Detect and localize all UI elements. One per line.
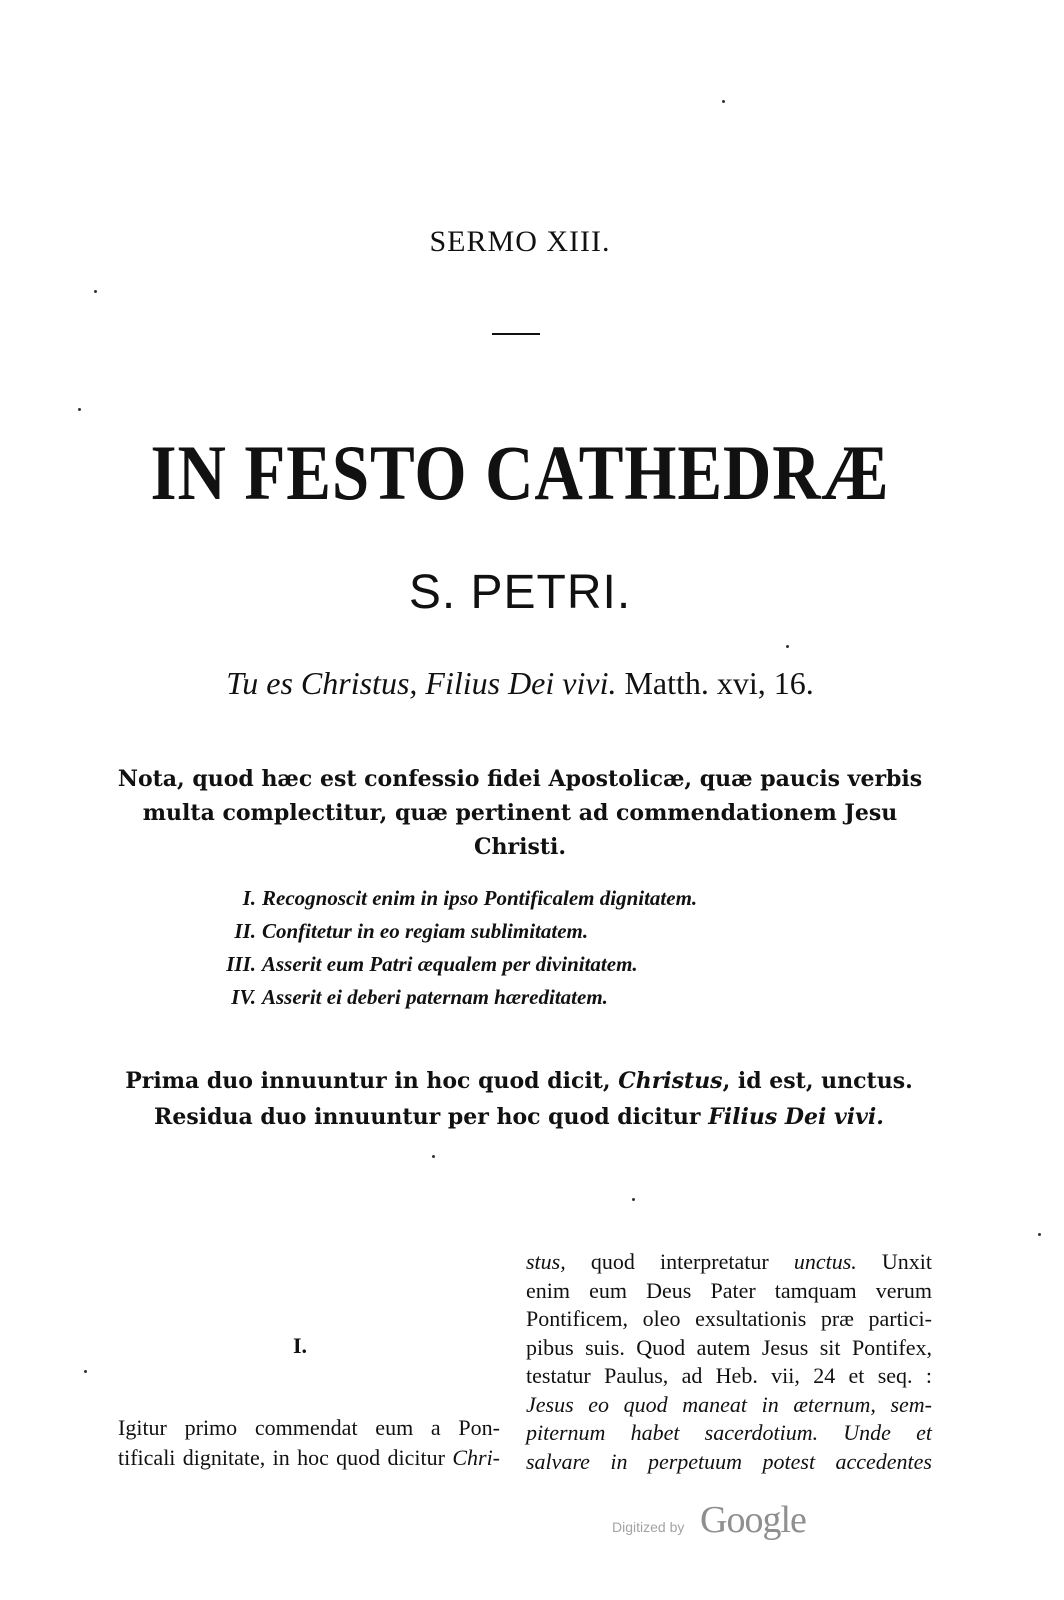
- division-text: Asserit ei deberi paternam hæreditatem.: [262, 985, 608, 1009]
- summary-text-part1: Prima duo innuuntur in hoc quod dicit,: [125, 1068, 611, 1094]
- scan-speck: [432, 1155, 435, 1158]
- sermon-number: SERMO XIII.: [429, 225, 611, 258]
- epigraph-reference: Matth. xvi, 16.: [624, 665, 814, 701]
- right-line-1-italic: stus,: [526, 1249, 566, 1274]
- left-line-2: [118, 1443, 500, 1473]
- right-line-1-text: quod interpretatur: [590, 1249, 769, 1274]
- scan-speck: [78, 408, 81, 411]
- division-summary: [100, 1063, 938, 1135]
- right-line-8: salvare in perpetuum potest accedentes: [526, 1448, 932, 1474]
- scan-speck: [94, 290, 97, 293]
- epigraph-quote: Tu es Christus, Filius Dei vivi.: [226, 665, 617, 701]
- right-line-2: enim eum Deus Pater tamquam verum: [526, 1277, 932, 1303]
- right-line-1-italic2: unctus.: [793, 1249, 857, 1274]
- division-numeral: II.: [234, 919, 256, 943]
- left-line-1: Igitur primo commendat eum a Pon-: [118, 1415, 500, 1440]
- division-text: Recognoscit enim in ipso Pontificalem dignitatem.: [262, 886, 698, 910]
- right-line-7: piternum habet sacerdotium. Unde et: [526, 1420, 932, 1445]
- right-line-5: testatur Paulus, ad Heb. vii, 24 et seq. :: [526, 1363, 932, 1388]
- title-divider-rule: [492, 333, 540, 335]
- division-item: [220, 882, 840, 915]
- division-item: [220, 948, 840, 981]
- left-line-2-italic: Chri-: [452, 1445, 501, 1470]
- right-line-3: Pontificem, oleo exsultationis præ partici-: [526, 1306, 932, 1331]
- right-line-4: pibus suis. Quod autem Jesus sit Pontifex,: [526, 1334, 932, 1360]
- division-list: [220, 882, 840, 1014]
- summary-filius: Filius Dei vivi.: [708, 1104, 884, 1130]
- right-column: [526, 1248, 932, 1476]
- division-numeral: I.: [242, 886, 256, 910]
- summary-christus: Christus: [618, 1068, 723, 1094]
- division-item: [220, 981, 840, 1014]
- division-numeral: III.: [226, 952, 256, 976]
- scan-speck: [786, 645, 789, 648]
- right-line-1: [526, 1248, 932, 1277]
- division-item: [220, 915, 840, 948]
- division-text: Asserit eum Patri æqualem per divinitatem.: [262, 952, 638, 976]
- scan-speck: [632, 1198, 635, 1201]
- scan-speck: [722, 100, 725, 103]
- division-text: Confitetur in eo regiam sublimitatem.: [262, 919, 589, 943]
- feast-title: IN FESTO CATHEDRÆ: [150, 429, 890, 516]
- saint-title: S. PETRI.: [408, 566, 632, 619]
- right-line-6: Jesus eo quod maneat in æternum, sem-: [526, 1391, 932, 1417]
- left-column: [118, 1413, 500, 1473]
- scan-speck: [84, 1370, 87, 1373]
- section-heading: I.: [292, 1333, 308, 1358]
- digitized-watermark: [612, 1500, 842, 1542]
- intro-note: Nota, quod hæc est confessio fidei Apostolicæ, quæ paucis verbis multa complectitur, quæ pertinent ad commendationem Jesu Christi.: [117, 766, 923, 860]
- right-line-1-text2: Unxit: [881, 1249, 932, 1274]
- scan-speck: [1038, 1233, 1041, 1236]
- summary-text-part2: , id est, unctus. Residua duo innuuntur per hoc quod dicitur: [154, 1068, 913, 1130]
- division-numeral: IV.: [231, 985, 256, 1009]
- digitized-by-label: Digitized by: [612, 1519, 685, 1535]
- epigraph: [0, 665, 1040, 702]
- left-line-2-text: tificali dignitate, in hoc quod dicitur: [118, 1445, 445, 1470]
- google-logo: Google: [700, 1499, 806, 1541]
